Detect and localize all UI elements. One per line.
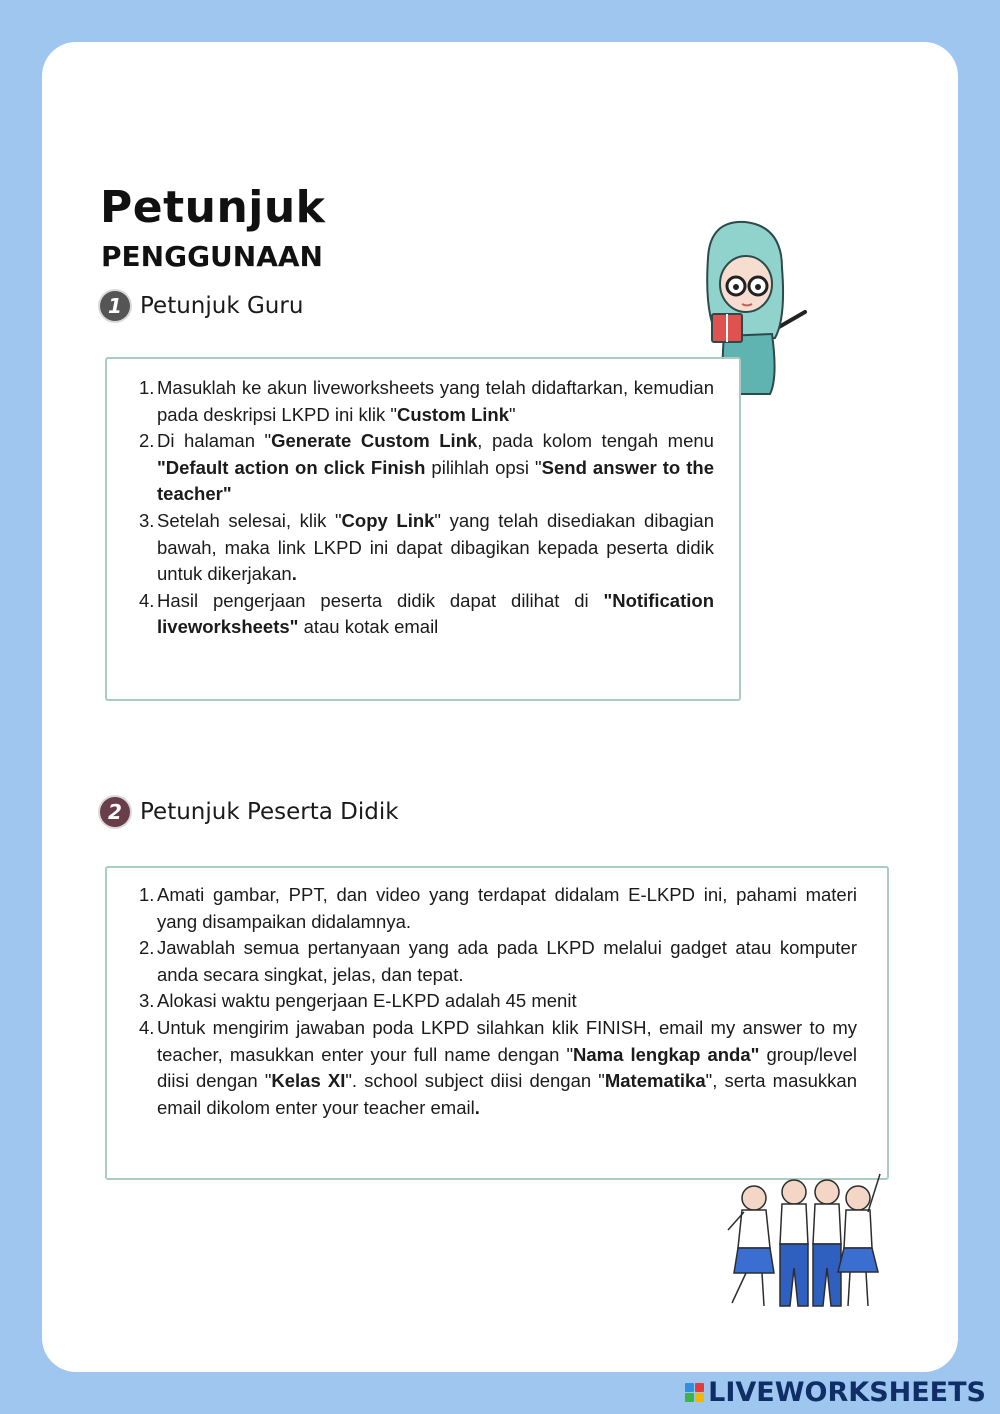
section-guru-label: Petunjuk Guru — [140, 293, 304, 319]
text-segment: " — [509, 403, 516, 425]
number-2-icon: 2 — [100, 797, 130, 827]
bold-text: Nama lengkap anda" — [573, 1043, 760, 1065]
bold-text: . — [291, 563, 297, 585]
student-instructions-list — [125, 882, 857, 1121]
text-segment: Masuklah ke akun liveworksheets yang telah didaftarkan, kemudian pada deskripsi LKPD ini klik " — [157, 377, 714, 425]
student-instructions-box — [105, 866, 889, 1180]
page-subtitle: PENGGUNAAN — [101, 240, 323, 273]
text-segment: pilihlah opsi " — [425, 456, 542, 478]
text-segment: atau kotak email — [298, 616, 439, 638]
teacher-instructions-list — [125, 375, 714, 641]
text-segment: ". school subject diisi dengan " — [345, 1070, 605, 1092]
text-segment: Setelah selesai, klik " — [157, 509, 342, 531]
page-title: Petunjuk — [100, 182, 326, 233]
liveworksheets-logo-icon — [685, 1383, 704, 1402]
bold-text: Custom Link — [396, 403, 510, 425]
text-segment: Untuk mengirim jawaban poda LKPD silahkan klik FINISH, email my answer to my teacher, masukkan enter your full name dengan " — [157, 1016, 857, 1065]
bold-text: Kelas XI — [271, 1070, 346, 1092]
students-illustration — [718, 1168, 893, 1318]
liveworksheets-brand — [685, 1377, 986, 1408]
number-1-icon: 1 — [100, 291, 130, 321]
section-guru-heading — [100, 291, 303, 321]
list-item — [157, 588, 714, 641]
list-item — [157, 428, 714, 508]
text-segment: " yang telah disediakan dibagian bawah, maka link LKPD ini dapat dibagikan kepada peserta didik untuk dikerjakan — [157, 509, 714, 585]
text-segment: group/level diisi dengan " — [157, 1043, 857, 1092]
list-item — [157, 1015, 857, 1121]
text-segment: Alokasi waktu pengerjaan E-LKPD adalah 45 menit — [157, 990, 577, 1012]
teacher-instructions-box — [105, 357, 741, 701]
text-segment: , pada kolom tengah menu — [477, 430, 714, 452]
section-siswa-heading — [100, 797, 399, 827]
list-item — [157, 988, 857, 1015]
text-segment: Amati gambar, PPT, dan video yang terdapat didalam E-LKPD ini, pahami materi yang disampaikan didalamnya. — [157, 884, 857, 932]
bold-text: Matematika — [604, 1070, 706, 1092]
list-item — [157, 882, 857, 935]
bold-text: Copy Link — [341, 509, 435, 531]
section-siswa-label: Petunjuk Peserta Didik — [140, 799, 399, 825]
text-segment: ", serta masukkan email dikolom enter your teacher email — [157, 1070, 857, 1118]
list-item — [157, 935, 857, 988]
bold-text: "Notification liveworksheets" — [157, 589, 714, 638]
bold-text: Generate Custom Link — [271, 430, 478, 452]
brand-name: LIVEWORKSHEETS — [708, 1377, 986, 1408]
bold-text: Send answer to the teacher" — [157, 456, 714, 505]
list-item — [157, 375, 714, 428]
text-segment: Hasil pengerjaan peserta didik dapat dilihat di — [157, 589, 604, 611]
text-segment: Di halaman " — [157, 430, 272, 452]
bold-text: . — [474, 1096, 480, 1118]
bold-text: "Default action on click Finish — [157, 456, 426, 478]
list-item — [157, 508, 714, 588]
text-segment: Jawablah semua pertanyaan yang ada pada LKPD melalui gadget atau komputer anda secara singkat, jelas, dan tepat. — [157, 937, 857, 985]
